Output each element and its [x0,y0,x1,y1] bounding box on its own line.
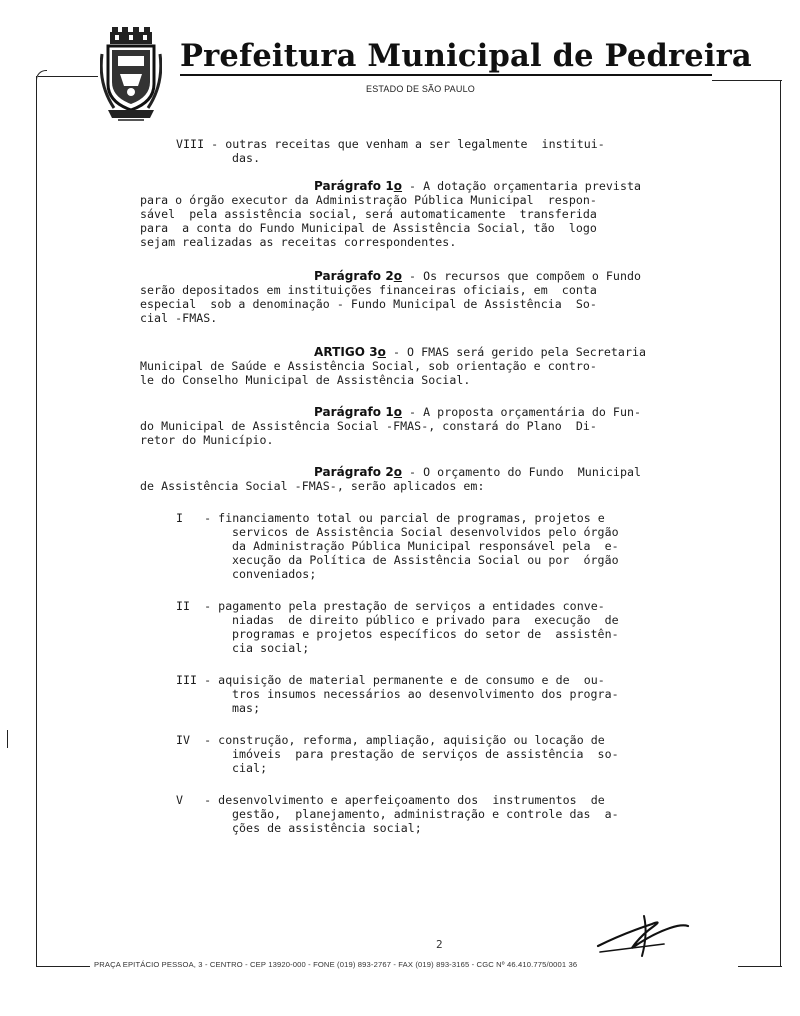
title-underline [180,74,712,76]
list-item-line: tros insumos necessários ao desenvolvimento dos progra- [232,687,619,701]
list-item-line: servicos de Assistência Social desenvolvidos pelo órgão [232,525,619,539]
ordinal-mark: o [393,405,403,419]
paragraph-line: especial sob a denominação - Fundo Municipal de Assistência So- [140,297,597,311]
paragraph-text: - Os recursos que compõem o Fundo [402,269,642,283]
margin-mark [7,730,8,748]
paragraph-label: Parágrafo 1 [314,405,394,419]
ordinal-mark: o [393,269,403,283]
signature-icon [592,904,692,964]
list-item: III - aquisição de material permanente e de consumo e de ou- [176,673,605,687]
paragraph-text: - O FMAS será gerido pela Secretaria [385,345,647,359]
paragraph-text: - A proposta orçamentária do Fun- [402,405,642,419]
list-item-line: niadas de direito público e privado para execução de [232,613,619,627]
paragraph-line: para o órgão executor da Administração Pública Municipal respon- [140,193,597,207]
frame-line [712,80,782,81]
page-number: 2 [436,938,443,951]
frame-line [36,76,37,966]
ordinal-mark: o [393,465,403,479]
list-item: IV - construção, reforma, ampliação, aquisição ou locação de [176,733,605,747]
list-item-line: gestão, planejamento, administração e controle das a- [232,807,619,821]
paragraph-heading [314,270,641,284]
paragraph-heading [314,180,641,194]
item-viii-line: das. [232,151,261,165]
paragraph-label: Parágrafo 2 [314,465,394,479]
list-item-line: conveniados; [232,567,317,581]
list-item: I - financiamento total ou parcial de programas, projetos e [176,511,605,525]
paragraph-line: retor do Município. [140,433,274,447]
paragraph-label: Parágrafo 1 [314,179,394,193]
list-item-line: cia social; [232,641,310,655]
paragraph-line: serão depositados em instituições financeiras oficiais, em conta [140,283,597,297]
paragraph-line: Municipal de Saúde e Assistência Social, sob orientação e contro- [140,359,597,373]
list-item-line: mas; [232,701,261,715]
paragraph-line: sejam realizadas as receitas correspondentes. [140,235,457,249]
paragraph-line: para a conta do Fundo Municipal de Assistência Social, tão logo [140,221,597,235]
article-label: ARTIGO 3 [314,345,378,359]
frame-line [780,80,781,966]
item-viii-line: VIII - outras receitas que venham a ser legalmente institui- [176,137,605,151]
ordinal-mark: o [393,179,403,193]
list-item-line: xecução da Política de Assistência Social ou por órgão [232,553,619,567]
frame-line [38,76,98,77]
ordinal-mark: o [377,345,386,359]
list-item: V - desenvolvimento e aperfeiçoamento dos instrumentos de [176,793,605,807]
article-heading [314,346,646,360]
page-title: Prefeitura Municipal de Pedreira [180,38,752,74]
paragraph-line: sável pela assistência social, será automaticamente transferida [140,207,597,221]
paragraph-line: de Assistência Social -FMAS-, serão aplicados em: [140,479,485,493]
list-item: II - pagamento pela prestação de serviços a entidades conve- [176,599,605,613]
paragraph-line: do Municipal de Assistência Social -FMAS-, constará do Plano Di- [140,419,597,433]
paragraph-heading [314,466,641,480]
list-item-line: programas e projetos específicos do setor de assistên- [232,627,619,641]
frame-line [36,966,90,967]
list-item-line: ções de assistência social; [232,821,422,835]
coat-of-arms-icon [100,24,162,124]
paragraph-heading [314,406,641,420]
list-item-line: da Administração Pública Municipal responsável pela e- [232,539,619,553]
paragraph-label: Parágrafo 2 [314,269,394,283]
margin-mark [780,757,781,781]
paragraph-line: le do Conselho Municipal de Assistência Social. [140,373,471,387]
frame-line [738,966,782,967]
list-item-line: cial; [232,761,268,775]
list-item-line: imóveis para prestação de serviços de assistência so- [232,747,619,761]
paragraph-text: - A dotação orçamentaria prevista [402,179,642,193]
footer-address: PRAÇA EPITÁCIO PESSOA, 3 - CENTRO - CEP 13920-000 - FONE (019) 893-2767 - FAX (019) 893-3165 - CGC Nº 46.410.775/0001 36 [94,960,578,969]
paragraph-text: - O orçamento do Fundo Municipal [402,465,642,479]
paragraph-line: cial -FMAS. [140,311,218,325]
state-subtitle: ESTADO DE SÃO PAULO [366,84,475,94]
